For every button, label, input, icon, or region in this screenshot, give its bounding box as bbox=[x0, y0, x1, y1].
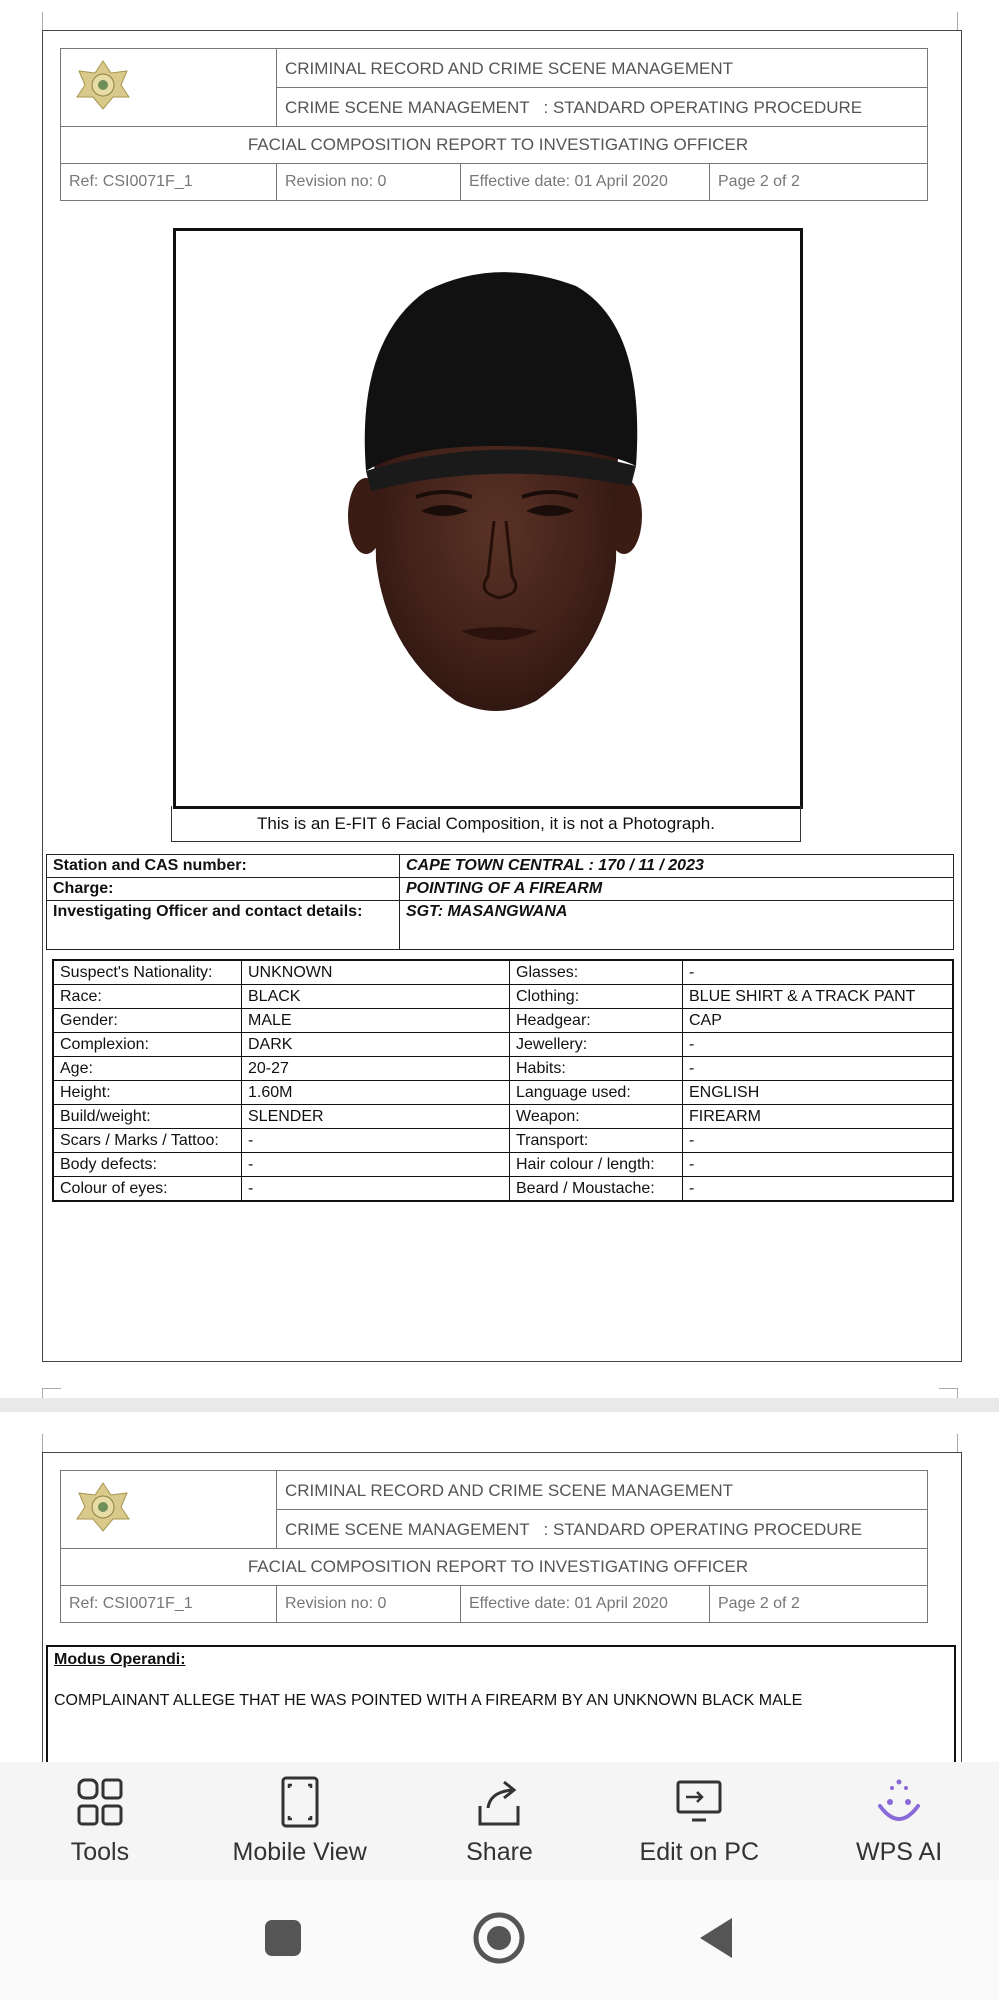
suspect-field-value: - bbox=[242, 1177, 510, 1202]
crop-mark bbox=[42, 1434, 61, 1453]
suspect-field-label: Glasses: bbox=[510, 960, 683, 985]
crop-mark bbox=[939, 1434, 958, 1453]
bottom-toolbar bbox=[0, 1762, 999, 1880]
page-number: Page 2 of 2 bbox=[710, 1586, 928, 1623]
suspect-field-value: - bbox=[683, 960, 954, 985]
charge-label: Charge: bbox=[47, 878, 400, 901]
suspect-row bbox=[53, 1153, 953, 1177]
suspect-field-label: Build/weight: bbox=[53, 1105, 242, 1129]
page-gap bbox=[0, 1398, 999, 1412]
suspect-field-label: Age: bbox=[53, 1057, 242, 1081]
suspect-field-label: Height: bbox=[53, 1081, 242, 1105]
suspect-field-label: Clothing: bbox=[510, 985, 683, 1009]
suspect-field-value: CAP bbox=[683, 1009, 954, 1033]
revision-number: Revision no: 0 bbox=[277, 1586, 461, 1623]
suspect-field-value: 1.60M bbox=[242, 1081, 510, 1105]
suspect-field-label: Headgear: bbox=[510, 1009, 683, 1033]
suspect-row bbox=[53, 1129, 953, 1153]
suspect-field-label: Language used: bbox=[510, 1081, 683, 1105]
suspect-field-label: Transport: bbox=[510, 1129, 683, 1153]
charge-value: POINTING OF A FIREARM bbox=[400, 878, 954, 901]
suspect-field-value: - bbox=[683, 1177, 954, 1202]
report-title: FACIAL COMPOSITION REPORT TO INVESTIGATING OFFICER bbox=[61, 127, 928, 164]
suspect-row bbox=[53, 960, 953, 985]
sop-line: CRIME SCENE MANAGEMENT : STANDARD OPERATING PROCEDURE bbox=[277, 1510, 928, 1549]
suspect-row bbox=[53, 1177, 953, 1202]
efit-photo-frame bbox=[173, 228, 803, 809]
recents-button[interactable] bbox=[253, 1908, 313, 1968]
home-button[interactable] bbox=[469, 1908, 529, 1968]
efit-caption: This is an E-FIT 6 Facial Composition, it is not a Photograph. bbox=[171, 806, 801, 842]
suspect-field-value: - bbox=[683, 1057, 954, 1081]
share-button[interactable] bbox=[400, 1762, 600, 1880]
suspect-field-label: Beard / Moustache: bbox=[510, 1177, 683, 1202]
suspect-field-value: BLUE SHIRT & A TRACK PANT bbox=[683, 985, 954, 1009]
suspect-field-label: Hair colour / length: bbox=[510, 1153, 683, 1177]
efit-face-image bbox=[176, 231, 800, 806]
ref-number: Ref: CSI0071F_1 bbox=[61, 164, 277, 201]
back-button[interactable] bbox=[686, 1908, 746, 1968]
square-recents-icon bbox=[263, 1918, 303, 1958]
suspect-field-label: Jewellery: bbox=[510, 1033, 683, 1057]
document-header bbox=[60, 1470, 928, 1623]
suspect-description-table bbox=[52, 959, 954, 1202]
page-number: Page 2 of 2 bbox=[710, 164, 928, 201]
suspect-field-value: FIREARM bbox=[683, 1105, 954, 1129]
suspect-field-value: - bbox=[683, 1153, 954, 1177]
mobile-view-label: Mobile View bbox=[232, 1838, 367, 1866]
io-value: SGT: MASANGWANA bbox=[400, 901, 954, 950]
suspect-field-value: SLENDER bbox=[242, 1105, 510, 1129]
modus-operandi-label: Modus Operandi: bbox=[54, 1651, 186, 1668]
sop-line: CRIME SCENE MANAGEMENT : STANDARD OPERATING PROCEDURE bbox=[277, 88, 928, 127]
monitor-icon bbox=[672, 1776, 726, 1830]
modus-operandi-text: COMPLAINANT ALLEGE THAT HE WAS POINTED WITH A FIREARM BY AN UNKNOWN BLACK MALE bbox=[54, 1692, 803, 1709]
suspect-field-label: Scars / Marks / Tattoo: bbox=[53, 1129, 242, 1153]
suspect-field-value: MALE bbox=[242, 1009, 510, 1033]
suspect-field-label: Body defects: bbox=[53, 1153, 242, 1177]
edit-on-pc-label: Edit on PC bbox=[639, 1838, 760, 1866]
suspect-row bbox=[53, 1057, 953, 1081]
document-page-2 bbox=[42, 1452, 962, 1763]
org-line: CRIMINAL RECORD AND CRIME SCENE MANAGEMENT bbox=[277, 1471, 928, 1510]
suspect-field-value: - bbox=[683, 1033, 954, 1057]
suspect-row bbox=[53, 1105, 953, 1129]
suspect-field-label: Suspect's Nationality: bbox=[53, 960, 242, 985]
effective-date: Effective date: 01 April 2020 bbox=[461, 164, 710, 201]
suspect-field-value: 20-27 bbox=[242, 1057, 510, 1081]
mobile-view-icon bbox=[273, 1776, 327, 1830]
suspect-field-label: Race: bbox=[53, 985, 242, 1009]
org-line: CRIMINAL RECORD AND CRIME SCENE MANAGEMENT bbox=[277, 49, 928, 88]
crop-mark bbox=[42, 12, 61, 31]
case-info-table bbox=[46, 854, 954, 950]
suspect-row bbox=[53, 1033, 953, 1057]
suspect-row bbox=[53, 985, 953, 1009]
suspect-field-label: Gender: bbox=[53, 1009, 242, 1033]
station-value: CAPE TOWN CENTRAL : 170 / 11 / 2023 bbox=[400, 855, 954, 878]
revision-number: Revision no: 0 bbox=[277, 164, 461, 201]
saps-logo-cell bbox=[61, 49, 277, 127]
circle-home-icon bbox=[472, 1911, 526, 1965]
suspect-field-value: - bbox=[683, 1129, 954, 1153]
suspect-field-label: Colour of eyes: bbox=[53, 1177, 242, 1202]
crop-mark bbox=[939, 12, 958, 31]
system-nav-bar bbox=[0, 1880, 999, 2000]
wps-ai-button[interactable] bbox=[799, 1762, 999, 1880]
edit-on-pc-button[interactable] bbox=[599, 1762, 799, 1880]
suspect-field-value: ENGLISH bbox=[683, 1081, 954, 1105]
police-star-logo-icon bbox=[71, 59, 135, 111]
suspect-field-value: BLACK bbox=[242, 985, 510, 1009]
suspect-field-label: Weapon: bbox=[510, 1105, 683, 1129]
wps-ai-sparkle-icon bbox=[872, 1776, 926, 1830]
share-label: Share bbox=[466, 1838, 533, 1866]
tools-grid-icon bbox=[73, 1776, 127, 1830]
wps-ai-label: WPS AI bbox=[856, 1838, 943, 1866]
saps-logo-cell bbox=[61, 1471, 277, 1549]
police-star-logo-icon bbox=[71, 1481, 135, 1533]
modus-operandi-box bbox=[46, 1645, 956, 1767]
suspect-field-value: - bbox=[242, 1153, 510, 1177]
document-page-1 bbox=[42, 30, 962, 1362]
suspect-field-value: UNKNOWN bbox=[242, 960, 510, 985]
suspect-field-value: - bbox=[242, 1129, 510, 1153]
mobile-view-button[interactable] bbox=[200, 1762, 400, 1880]
tools-button[interactable] bbox=[0, 1762, 200, 1880]
tools-label: Tools bbox=[70, 1838, 130, 1866]
triangle-back-icon bbox=[696, 1916, 736, 1960]
suspect-row bbox=[53, 1009, 953, 1033]
suspect-field-label: Complexion: bbox=[53, 1033, 242, 1057]
share-icon bbox=[472, 1776, 526, 1830]
suspect-row bbox=[53, 1081, 953, 1105]
ref-number: Ref: CSI0071F_1 bbox=[61, 1586, 277, 1623]
station-label: Station and CAS number: bbox=[47, 855, 400, 878]
suspect-field-value: DARK bbox=[242, 1033, 510, 1057]
suspect-field-label: Habits: bbox=[510, 1057, 683, 1081]
effective-date: Effective date: 01 April 2020 bbox=[461, 1586, 710, 1623]
document-header bbox=[60, 48, 928, 201]
report-title: FACIAL COMPOSITION REPORT TO INVESTIGATING OFFICER bbox=[61, 1549, 928, 1586]
io-label: Investigating Officer and contact details: bbox=[47, 901, 400, 950]
